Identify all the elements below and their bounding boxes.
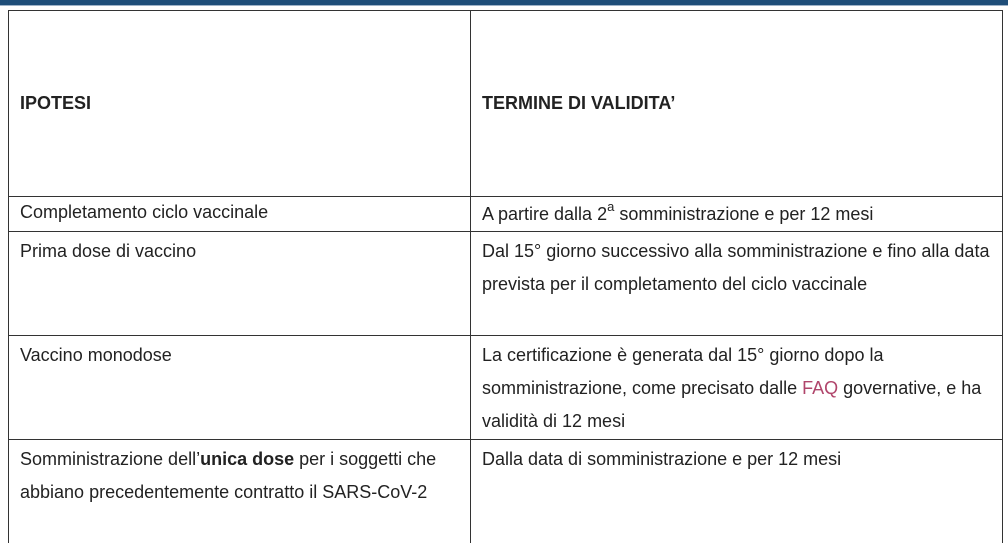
termine-text: La certificazione è generata dal 15° giorno dopo la somministrazione, come precisato dalle	[482, 345, 884, 398]
ipotesi-cell	[9, 440, 471, 543]
ipotesi-text: Somministrazione dell’	[20, 449, 201, 469]
termine-text-suffix: governative, e ha validità di 12 mesi	[482, 378, 982, 431]
ipotesi-text-suffix: per i soggetti che abbiano precedentemente contratto il SARS-CoV-2	[20, 449, 437, 502]
table-row	[9, 440, 1003, 543]
ipotesi-cell: Prima dose di vaccino	[9, 232, 471, 336]
ipotesi-cell: Completamento ciclo vaccinale	[9, 197, 471, 232]
ipotesi-bold-text: unica dose	[200, 449, 295, 469]
termine-cell	[471, 336, 1003, 440]
termine-text: A partire dalla 2	[482, 204, 608, 224]
validity-table	[8, 10, 1003, 543]
termine-text-suffix: somministrazione e per 12 mesi	[614, 204, 874, 224]
superscript-ordinal: a	[607, 199, 615, 214]
table-header-row	[9, 11, 1003, 197]
table-row	[9, 336, 1003, 440]
termine-cell: Dal 15° giorno successivo alla somministrazione e fino alla data prevista per il completamento del ciclo vaccinale	[471, 232, 1003, 336]
table-row	[9, 232, 1003, 336]
ipotesi-cell: Vaccino monodose	[9, 336, 471, 440]
table-row	[9, 197, 1003, 232]
faq-link[interactable]: FAQ	[802, 378, 839, 398]
top-header-divider	[0, 5, 1008, 6]
termine-cell: Dalla data di somministrazione e per 12 mesi	[471, 440, 1003, 543]
header-termine-validita: TERMINE DI VALIDITA’	[471, 11, 1003, 197]
header-ipotesi: IPOTESI	[9, 11, 471, 197]
termine-cell	[471, 197, 1003, 232]
